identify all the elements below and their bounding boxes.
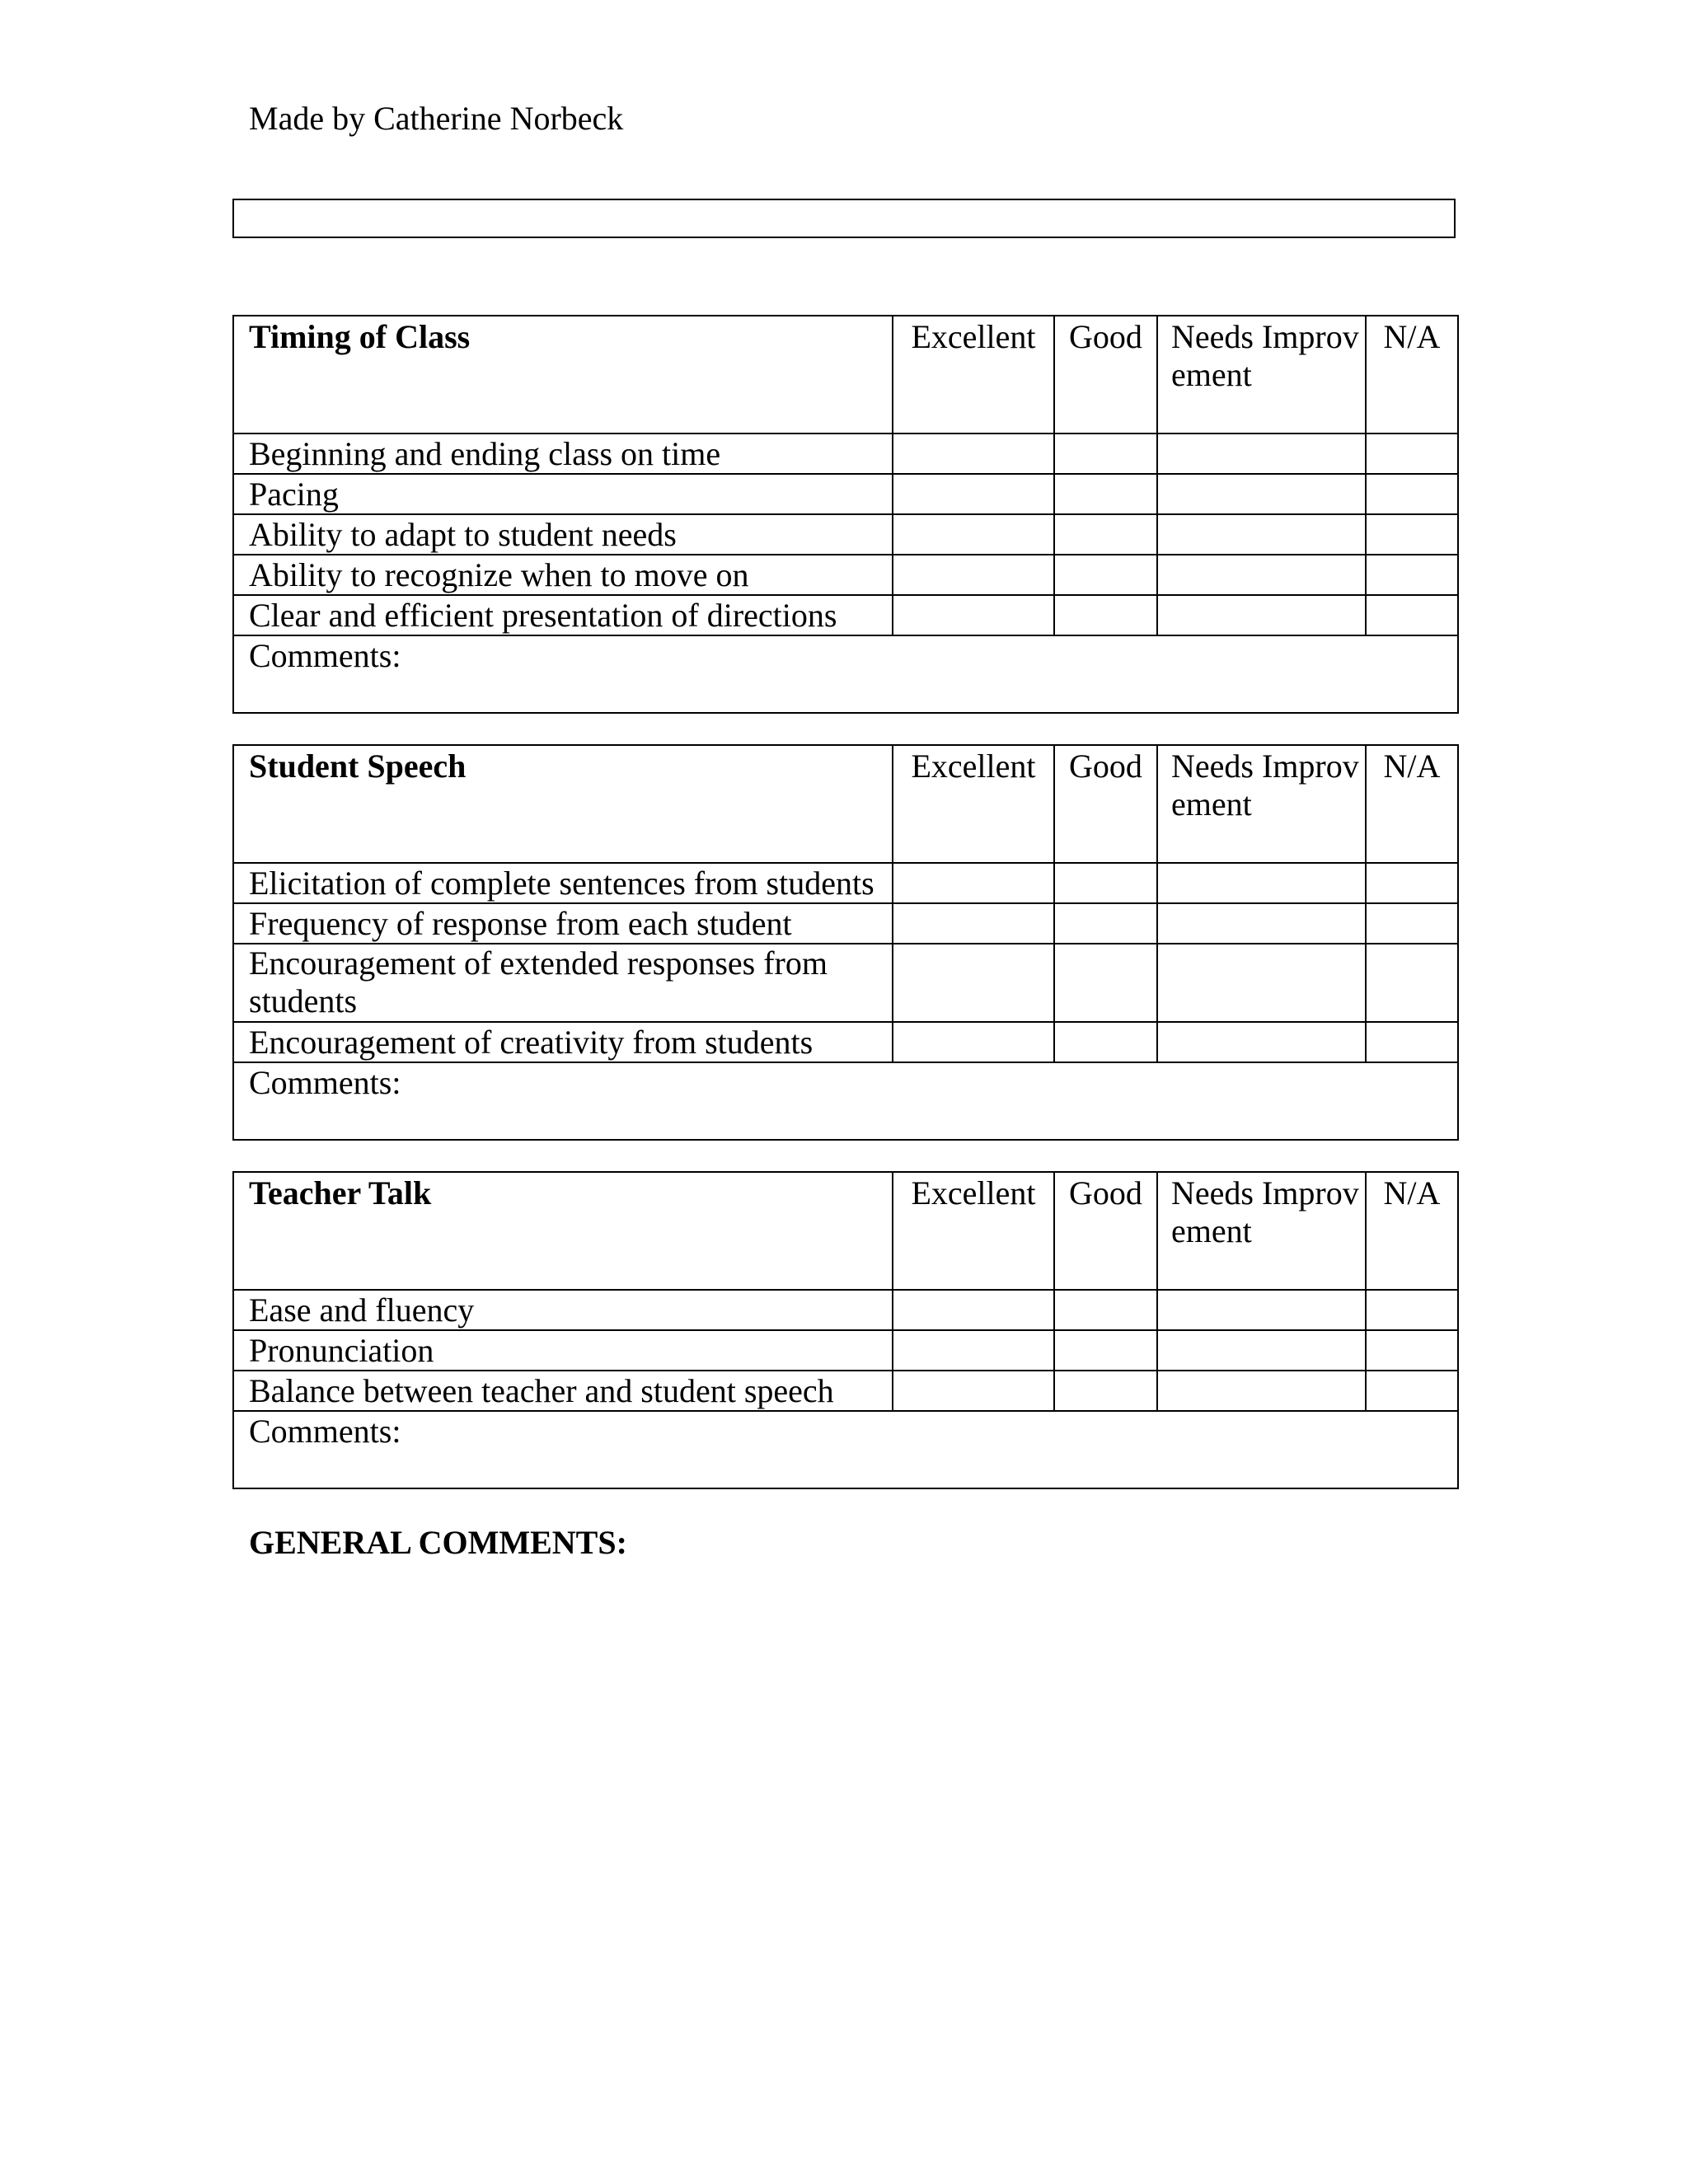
header-good: Good: [1054, 316, 1157, 434]
header-good: Good: [1054, 745, 1157, 863]
criterion-label: Ability to adapt to student needs: [233, 514, 893, 555]
rating-cell-needs-improvement[interactable]: [1157, 863, 1366, 903]
table-header-row: [233, 1172, 1458, 1290]
rating-cell-good[interactable]: [1054, 903, 1157, 944]
rating-cell-needs-improvement[interactable]: [1157, 595, 1366, 635]
table-row: [233, 863, 1458, 903]
rating-cell-na[interactable]: [1366, 555, 1458, 595]
rating-cell-na[interactable]: [1366, 1022, 1458, 1062]
rating-cell-good[interactable]: [1054, 1290, 1157, 1330]
author-line: Made by Catherine Norbeck: [249, 100, 624, 137]
timing-of-class-table: [232, 315, 1459, 714]
comments-field[interactable]: Comments:: [233, 635, 1458, 713]
table-row: [233, 474, 1458, 514]
rating-cell-na[interactable]: [1366, 1330, 1458, 1371]
rating-cell-na[interactable]: [1366, 944, 1458, 1022]
comments-row: [233, 1411, 1458, 1488]
rating-cell-na[interactable]: [1366, 514, 1458, 555]
rating-cell-good[interactable]: [1054, 514, 1157, 555]
table-row: [233, 514, 1458, 555]
criterion-label: Pronunciation: [233, 1330, 893, 1371]
rating-cell-needs-improvement[interactable]: [1157, 434, 1366, 474]
rating-cell-needs-improvement[interactable]: [1157, 1330, 1366, 1371]
rating-cell-excellent[interactable]: [893, 434, 1054, 474]
rating-cell-good[interactable]: [1054, 555, 1157, 595]
header-needs-improvement: Needs Improvement: [1157, 1172, 1366, 1290]
criterion-label: Balance between teacher and student speech: [233, 1371, 893, 1411]
criterion-label: Pacing: [233, 474, 893, 514]
criterion-label: Encouragement of creativity from students: [233, 1022, 893, 1062]
header-needs-improvement: Needs Improvement: [1157, 745, 1366, 863]
student-speech-table: [232, 744, 1459, 1141]
table-row: [233, 944, 1458, 1022]
rating-cell-good[interactable]: [1054, 474, 1157, 514]
rating-cell-na[interactable]: [1366, 903, 1458, 944]
rating-cell-na[interactable]: [1366, 474, 1458, 514]
table-row: [233, 903, 1458, 944]
criterion-label: Ability to recognize when to move on: [233, 555, 893, 595]
rating-cell-needs-improvement[interactable]: [1157, 903, 1366, 944]
section-title: Student Speech: [233, 745, 893, 863]
table-row: [233, 595, 1458, 635]
section-title: Timing of Class: [233, 316, 893, 434]
blank-header-box[interactable]: [232, 199, 1456, 238]
rating-cell-needs-improvement[interactable]: [1157, 944, 1366, 1022]
rating-cell-excellent[interactable]: [893, 863, 1054, 903]
rating-cell-excellent[interactable]: [893, 555, 1054, 595]
rating-cell-excellent[interactable]: [893, 903, 1054, 944]
section-title: Teacher Talk: [233, 1172, 893, 1290]
rating-cell-na[interactable]: [1366, 863, 1458, 903]
criterion-label: Clear and efficient presentation of directions: [233, 595, 893, 635]
rating-cell-good[interactable]: [1054, 944, 1157, 1022]
criterion-label: Beginning and ending class on time: [233, 434, 893, 474]
rating-cell-excellent[interactable]: [893, 595, 1054, 635]
table-row: [233, 434, 1458, 474]
rating-cell-na[interactable]: [1366, 434, 1458, 474]
rating-cell-excellent[interactable]: [893, 514, 1054, 555]
rating-cell-na[interactable]: [1366, 1371, 1458, 1411]
comments-field[interactable]: Comments:: [233, 1411, 1458, 1488]
comments-row: [233, 635, 1458, 713]
rating-cell-good[interactable]: [1054, 595, 1157, 635]
header-excellent: Excellent: [893, 1172, 1054, 1290]
table-header-row: [233, 316, 1458, 434]
rating-cell-na[interactable]: [1366, 595, 1458, 635]
rating-cell-na[interactable]: [1366, 1290, 1458, 1330]
rating-cell-good[interactable]: [1054, 1022, 1157, 1062]
comments-row: [233, 1062, 1458, 1140]
rating-cell-good[interactable]: [1054, 1371, 1157, 1411]
criterion-label: Elicitation of complete sentences from students: [233, 863, 893, 903]
table-row: [233, 1330, 1458, 1371]
header-na: N/A: [1366, 745, 1458, 863]
header-needs-improvement: Needs Improvement: [1157, 316, 1366, 434]
comments-field[interactable]: Comments:: [233, 1062, 1458, 1140]
table-header-row: [233, 745, 1458, 863]
rating-cell-needs-improvement[interactable]: [1157, 1022, 1366, 1062]
table-row: [233, 555, 1458, 595]
criterion-label: Frequency of response from each student: [233, 903, 893, 944]
rating-cell-excellent[interactable]: [893, 944, 1054, 1022]
rating-cell-needs-improvement[interactable]: [1157, 555, 1366, 595]
table-row: [233, 1290, 1458, 1330]
header-good: Good: [1054, 1172, 1157, 1290]
rating-cell-good[interactable]: [1054, 434, 1157, 474]
rating-cell-excellent[interactable]: [893, 1290, 1054, 1330]
rating-cell-excellent[interactable]: [893, 1330, 1054, 1371]
header-excellent: Excellent: [893, 316, 1054, 434]
rating-cell-needs-improvement[interactable]: [1157, 514, 1366, 555]
teacher-talk-table: [232, 1171, 1459, 1489]
rating-cell-needs-improvement[interactable]: [1157, 1371, 1366, 1411]
table-row: [233, 1371, 1458, 1411]
rating-cell-excellent[interactable]: [893, 1022, 1054, 1062]
rating-cell-needs-improvement[interactable]: [1157, 474, 1366, 514]
header-na: N/A: [1366, 316, 1458, 434]
rating-cell-needs-improvement[interactable]: [1157, 1290, 1366, 1330]
header-na: N/A: [1366, 1172, 1458, 1290]
criterion-label: Ease and fluency: [233, 1290, 893, 1330]
table-row: [233, 1022, 1458, 1062]
rating-cell-good[interactable]: [1054, 863, 1157, 903]
criterion-label: Encouragement of extended responses from students: [233, 944, 893, 1022]
header-excellent: Excellent: [893, 745, 1054, 863]
rating-cell-excellent[interactable]: [893, 474, 1054, 514]
rating-cell-excellent[interactable]: [893, 1371, 1054, 1411]
general-comments-heading: GENERAL COMMENTS:: [249, 1524, 627, 1561]
rating-cell-good[interactable]: [1054, 1330, 1157, 1371]
